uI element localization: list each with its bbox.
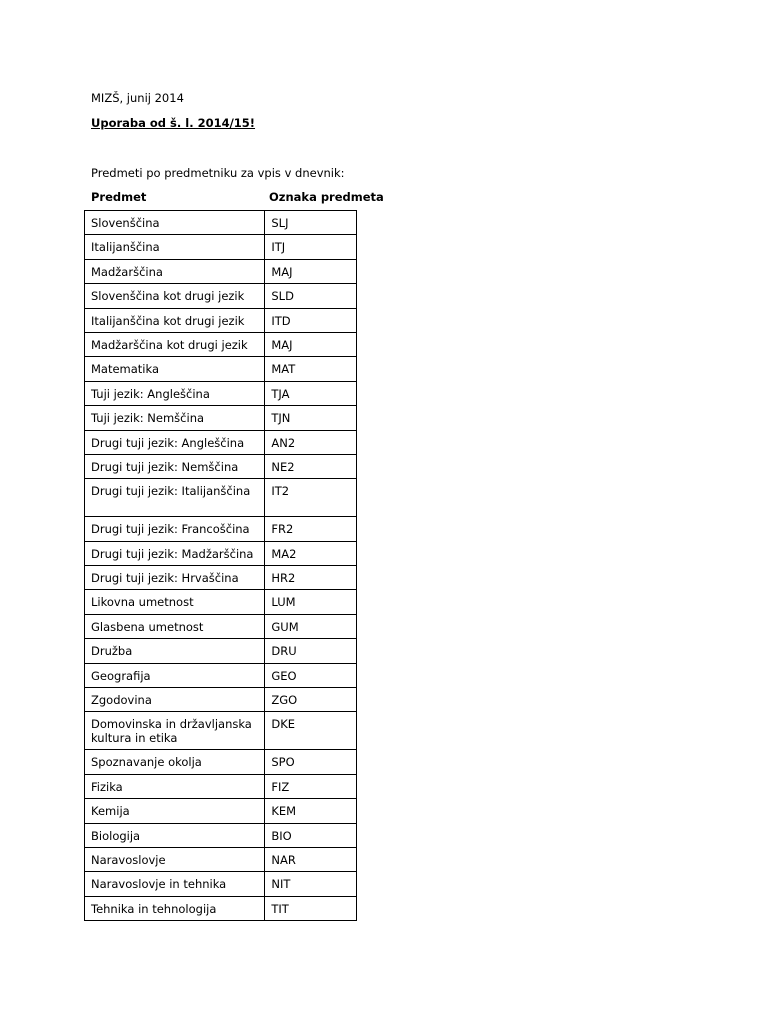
- subject-name-cell: Drugi tuji jezik: Italijanščina: [85, 479, 265, 517]
- subject-code-cell: NAR: [265, 847, 357, 871]
- subject-name-cell: Naravoslovje in tehnika: [85, 872, 265, 896]
- subject-name-cell: Drugi tuji jezik: Hrvaščina: [85, 566, 265, 590]
- subject-name-cell: Kemija: [85, 799, 265, 823]
- table-row: [85, 750, 357, 774]
- table-row: [85, 541, 357, 565]
- table-row: [85, 308, 357, 332]
- subject-name-cell: Italijanščina: [85, 235, 265, 259]
- subject-name-cell: Drugi tuji jezik: Madžarščina: [85, 541, 265, 565]
- table-row: [85, 566, 357, 590]
- table-row: [85, 896, 357, 920]
- subject-code-cell: MAJ: [265, 259, 357, 283]
- table-row: [85, 211, 357, 235]
- subject-code-cell: GUM: [265, 614, 357, 638]
- subject-code-cell: DRU: [265, 639, 357, 663]
- subject-code-cell: NIT: [265, 872, 357, 896]
- subject-name-cell: Spoznavanje okolja: [85, 750, 265, 774]
- table-row: [85, 454, 357, 478]
- table-row: [85, 479, 357, 517]
- table-row: [85, 799, 357, 823]
- subject-name-cell: Slovenščina: [85, 211, 265, 235]
- subject-code-cell: BIO: [265, 823, 357, 847]
- subject-code-cell: MAJ: [265, 332, 357, 356]
- subject-name-cell: Družba: [85, 639, 265, 663]
- subject-code-cell: GEO: [265, 663, 357, 687]
- subject-name-cell: Italijanščina kot drugi jezik: [85, 308, 265, 332]
- table-row: [85, 357, 357, 381]
- subject-code-cell: AN2: [265, 430, 357, 454]
- table-row: [85, 332, 357, 356]
- subject-name-cell: Biologija: [85, 823, 265, 847]
- subject-name-cell: Drugi tuji jezik: Angleščina: [85, 430, 265, 454]
- subject-name-cell: Matematika: [85, 357, 265, 381]
- subject-code-cell: DKE: [265, 712, 357, 750]
- subject-code-cell: ITJ: [265, 235, 357, 259]
- subject-code-cell: SLD: [265, 284, 357, 308]
- table-row: [85, 774, 357, 798]
- subject-code-cell: TJA: [265, 381, 357, 405]
- column-header-code: Oznaka predmeta: [269, 190, 384, 204]
- subject-name-cell: Domovinska in državljanska kultura in etika: [85, 712, 265, 750]
- subject-code-cell: MAT: [265, 357, 357, 381]
- intro-text: Predmeti po predmetniku za vpis v dnevnik:: [91, 166, 345, 180]
- table-row: [85, 235, 357, 259]
- subject-name-cell: Likovna umetnost: [85, 590, 265, 614]
- subject-name-cell: Madžarščina kot drugi jezik: [85, 332, 265, 356]
- subject-code-cell: TIT: [265, 896, 357, 920]
- column-header-subject: Predmet: [91, 190, 147, 204]
- subject-name-cell: Glasbena umetnost: [85, 614, 265, 638]
- table-row: [85, 381, 357, 405]
- subject-code-cell: FR2: [265, 517, 357, 541]
- subject-code-cell: KEM: [265, 799, 357, 823]
- subject-name-cell: Tuji jezik: Angleščina: [85, 381, 265, 405]
- subject-code-cell: HR2: [265, 566, 357, 590]
- subject-name-cell: Geografija: [85, 663, 265, 687]
- subject-code-cell: NE2: [265, 454, 357, 478]
- table-row: [85, 823, 357, 847]
- subjects-table-body: [85, 211, 357, 921]
- table-row: [85, 688, 357, 712]
- subjects-table: [84, 210, 357, 921]
- subject-code-cell: SLJ: [265, 211, 357, 235]
- subject-name-cell: Tehnika in tehnologija: [85, 896, 265, 920]
- subject-code-cell: SPO: [265, 750, 357, 774]
- subject-code-cell: ZGO: [265, 688, 357, 712]
- table-row: [85, 259, 357, 283]
- table-row: [85, 872, 357, 896]
- table-row: [85, 663, 357, 687]
- table-row: [85, 590, 357, 614]
- table-row: [85, 614, 357, 638]
- subject-name-cell: Slovenščina kot drugi jezik: [85, 284, 265, 308]
- subject-name-cell: Fizika: [85, 774, 265, 798]
- table-row: [85, 406, 357, 430]
- subject-code-cell: ITD: [265, 308, 357, 332]
- subject-code-cell: TJN: [265, 406, 357, 430]
- subject-name-cell: Naravoslovje: [85, 847, 265, 871]
- subject-name-cell: Drugi tuji jezik: Nemščina: [85, 454, 265, 478]
- subject-code-cell: IT2: [265, 479, 357, 517]
- table-row: [85, 639, 357, 663]
- table-row: [85, 430, 357, 454]
- subject-name-cell: Zgodovina: [85, 688, 265, 712]
- subject-code-cell: FIZ: [265, 774, 357, 798]
- subject-name-cell: Drugi tuji jezik: Francoščina: [85, 517, 265, 541]
- table-row: [85, 847, 357, 871]
- subject-name-cell: Madžarščina: [85, 259, 265, 283]
- document-date: MIZŠ, junij 2014: [91, 91, 184, 105]
- subject-name-cell: Tuji jezik: Nemščina: [85, 406, 265, 430]
- table-row: [85, 284, 357, 308]
- table-row: [85, 712, 357, 750]
- table-row: [85, 517, 357, 541]
- usage-note: Uporaba od š. l. 2014/15!: [91, 116, 256, 130]
- subject-code-cell: MA2: [265, 541, 357, 565]
- subject-code-cell: LUM: [265, 590, 357, 614]
